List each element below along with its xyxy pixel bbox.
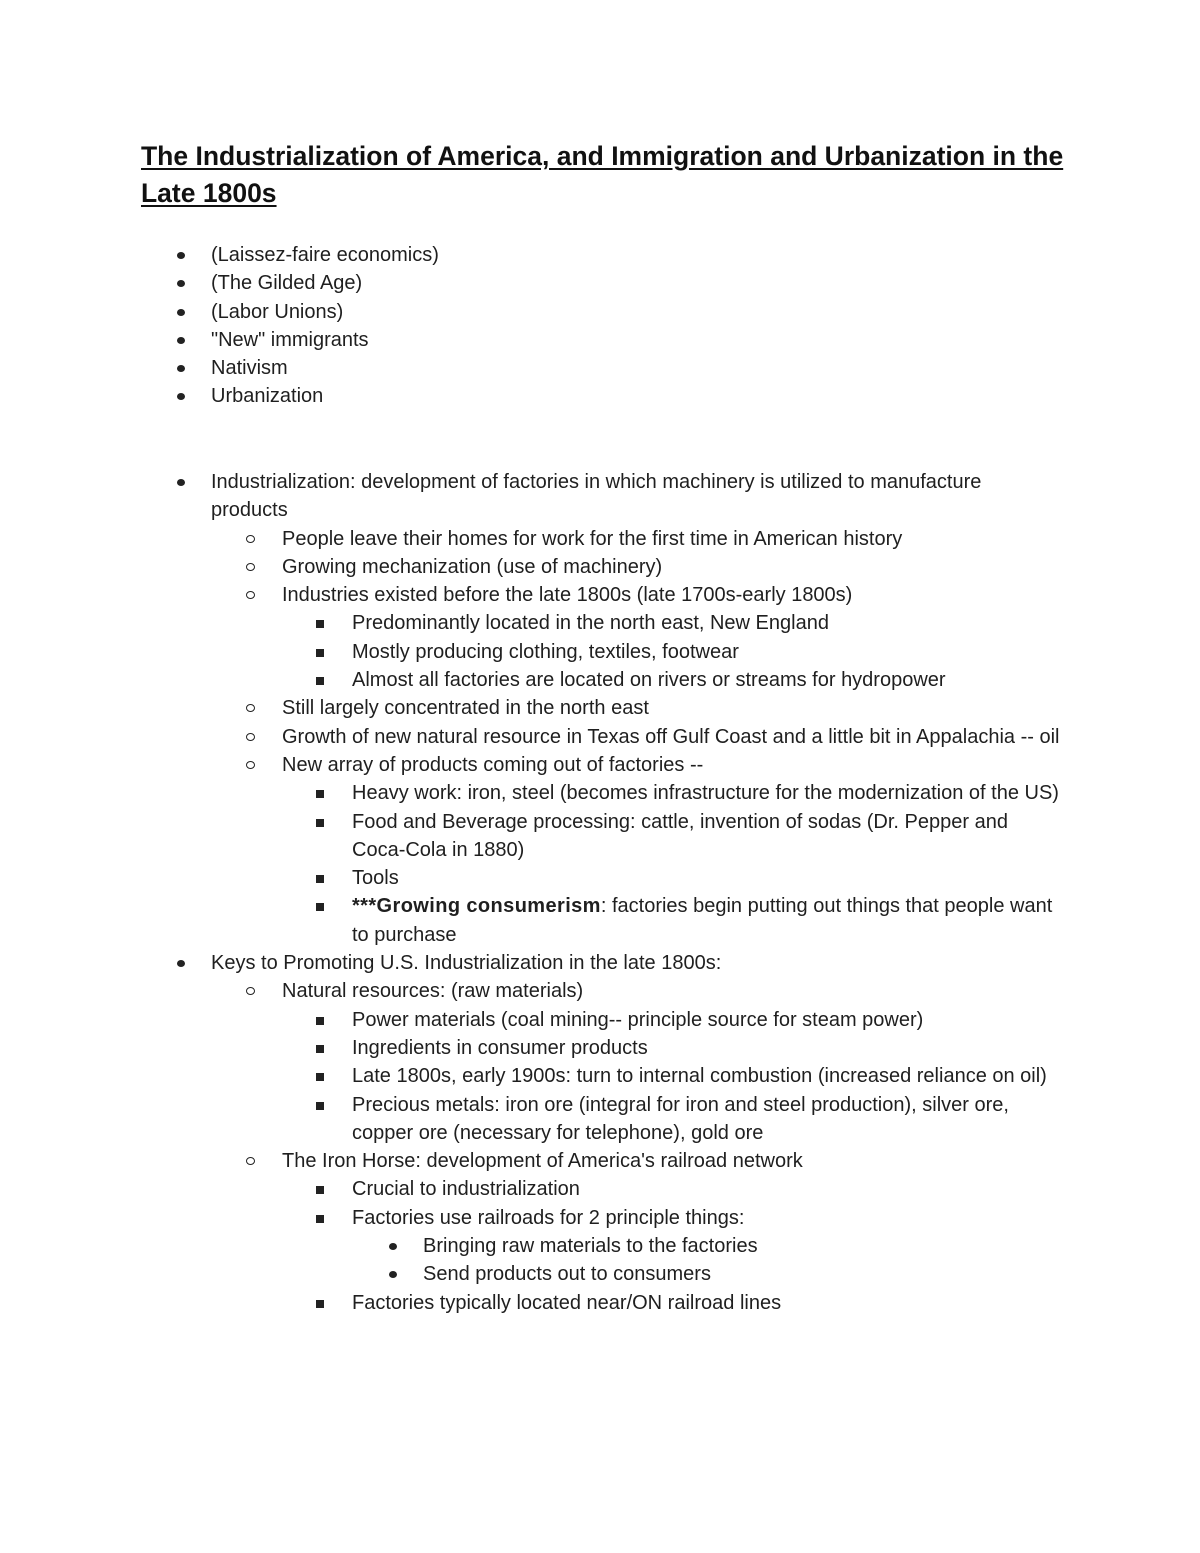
note-list-item <box>211 949 1061 977</box>
note-list-item <box>352 808 1062 865</box>
bullet-square-icon <box>316 1300 324 1308</box>
note-text: Industrialization: development of factories in which machinery is utilized to manufacture products <box>211 471 982 522</box>
bullet-disc-icon <box>389 1271 397 1278</box>
topic-list-item <box>211 354 1061 382</box>
note-text: Ingredients in consumer products <box>352 1036 648 1059</box>
bullet-circle-icon <box>246 733 255 741</box>
note-text: Still largely concentrated in the north east <box>282 697 649 720</box>
topic-text: Urbanization <box>211 385 324 408</box>
note-text: Growing mechanization (use of machinery) <box>282 555 663 578</box>
note-list-item <box>211 468 1061 525</box>
note-list-item <box>352 1289 1062 1317</box>
note-list-item <box>282 525 1062 553</box>
bullet-circle-icon <box>246 761 255 769</box>
bullet-disc-icon <box>177 252 185 259</box>
topic-list-item <box>211 241 1061 269</box>
note-list-item <box>352 779 1062 807</box>
note-text: Crucial to industrialization <box>352 1178 580 1201</box>
topic-list-item <box>211 326 1061 354</box>
bullet-square-icon <box>316 1102 324 1110</box>
note-text: New array of products coming out of factories -- <box>282 753 704 776</box>
note-text: Send products out to consumers <box>423 1263 711 1286</box>
bullet-square-icon <box>316 1186 324 1194</box>
note-text: Predominantly located in the north east, New England <box>352 612 829 635</box>
bullet-disc-icon <box>177 365 185 372</box>
note-text: Factories use railroads for 2 principle things: <box>352 1206 745 1229</box>
note-list-item <box>423 1260 1063 1288</box>
bullet-square-icon <box>316 677 324 685</box>
topics-list <box>0 241 1200 411</box>
note-text: Heavy work: iron, steel (becomes infrastructure for the modernization of the US) <box>352 782 1059 805</box>
note-list-item <box>423 1232 1063 1260</box>
note-text: Late 1800s, early 1900s: turn to internal combustion (increased reliance on oil) <box>352 1065 1047 1088</box>
note-list-item <box>352 1006 1062 1034</box>
bullet-disc-icon <box>177 337 185 344</box>
note-list-item <box>352 666 1062 694</box>
bullet-square-icon <box>316 790 324 798</box>
bullet-circle-icon <box>246 535 255 543</box>
note-text: Food and Beverage processing: cattle, invention of sodas (Dr. Pepper and Coca-Cola in 1880) <box>352 810 1008 861</box>
note-list-item <box>282 694 1062 722</box>
note-list-item <box>352 1091 1062 1148</box>
bullet-disc-icon <box>177 479 185 486</box>
note-list-item <box>282 553 1062 581</box>
note-text: Power materials (coal mining-- principle source for steam power) <box>352 1008 924 1031</box>
note-list-item <box>282 581 1062 609</box>
note-list-item <box>352 892 1062 949</box>
note-emphasis: ***Growing consumerism <box>352 895 601 918</box>
topic-text: (Labor Unions) <box>211 300 344 323</box>
note-list-item <box>282 1147 1062 1175</box>
document-title: The Industrialization of America, and Immigration and Urbanization in the Late 1800s <box>141 141 1064 208</box>
note-list-item <box>352 1204 1062 1232</box>
bullet-circle-icon <box>246 1157 255 1165</box>
note-text: Growth of new natural resource in Texas off Gulf Coast and a little bit in Appalachia -- oil <box>282 725 1060 748</box>
notes-list <box>0 468 1200 1317</box>
bullet-disc-icon <box>177 393 185 400</box>
topic-text: (The Gilded Age) <box>211 272 363 295</box>
note-text: The Iron Horse: development of America's railroad network <box>282 1150 803 1173</box>
topic-text: Nativism <box>211 357 288 380</box>
note-text: Keys to Promoting U.S. Industrialization in the late 1800s: <box>211 952 722 975</box>
bullet-square-icon <box>316 1073 324 1081</box>
bullet-square-icon <box>316 875 324 883</box>
note-text: Mostly producing clothing, textiles, footwear <box>352 640 739 663</box>
bullet-circle-icon <box>246 591 255 599</box>
note-text: Industries existed before the late 1800s (late 1700s-early 1800s) <box>282 584 853 607</box>
note-text: Precious metals: iron ore (integral for iron and steel production), silver ore, copper ore (necessary for telephone), gold ore <box>352 1093 1009 1144</box>
note-list-item <box>352 864 1062 892</box>
bullet-disc-icon <box>177 280 185 287</box>
bullet-circle-icon <box>246 987 255 995</box>
note-text: Bringing raw materials to the factories <box>423 1235 758 1258</box>
bullet-square-icon <box>316 649 324 657</box>
bullet-square-icon <box>316 819 324 827</box>
topic-list-item <box>211 382 1061 410</box>
bullet-square-icon <box>316 1017 324 1025</box>
note-list-item <box>352 1175 1062 1203</box>
note-list-item <box>352 638 1062 666</box>
bullet-square-icon <box>316 1045 324 1053</box>
note-text: : factories begin putting out things that people want to purchase <box>352 895 1053 946</box>
note-list-item <box>352 1062 1062 1090</box>
topic-text: (Laissez-faire economics) <box>211 244 439 266</box>
bullet-square-icon <box>316 903 324 911</box>
note-list-item <box>352 1034 1062 1062</box>
bullet-circle-icon <box>246 704 255 712</box>
note-list-item <box>282 977 1062 1005</box>
note-list-item <box>352 609 1062 637</box>
note-text: Tools <box>352 867 399 890</box>
bullet-square-icon <box>316 620 324 628</box>
note-list-item <box>282 751 1062 779</box>
bullet-disc-icon <box>177 309 185 316</box>
note-text: People leave their homes for work for the first time in American history <box>282 527 903 550</box>
topic-list-item <box>211 298 1061 326</box>
note-text: Almost all factories are located on rivers or streams for hydropower <box>352 669 946 692</box>
note-text: Natural resources: (raw materials) <box>282 980 584 1003</box>
note-text: Factories typically located near/ON railroad lines <box>352 1291 782 1314</box>
topic-text: "New" immigrants <box>211 328 369 351</box>
bullet-circle-icon <box>246 563 255 571</box>
note-list-item <box>282 723 1062 751</box>
bullet-disc-icon <box>389 1243 397 1250</box>
bullet-square-icon <box>316 1215 324 1223</box>
bullet-disc-icon <box>177 960 185 967</box>
topic-list-item <box>211 269 1061 297</box>
